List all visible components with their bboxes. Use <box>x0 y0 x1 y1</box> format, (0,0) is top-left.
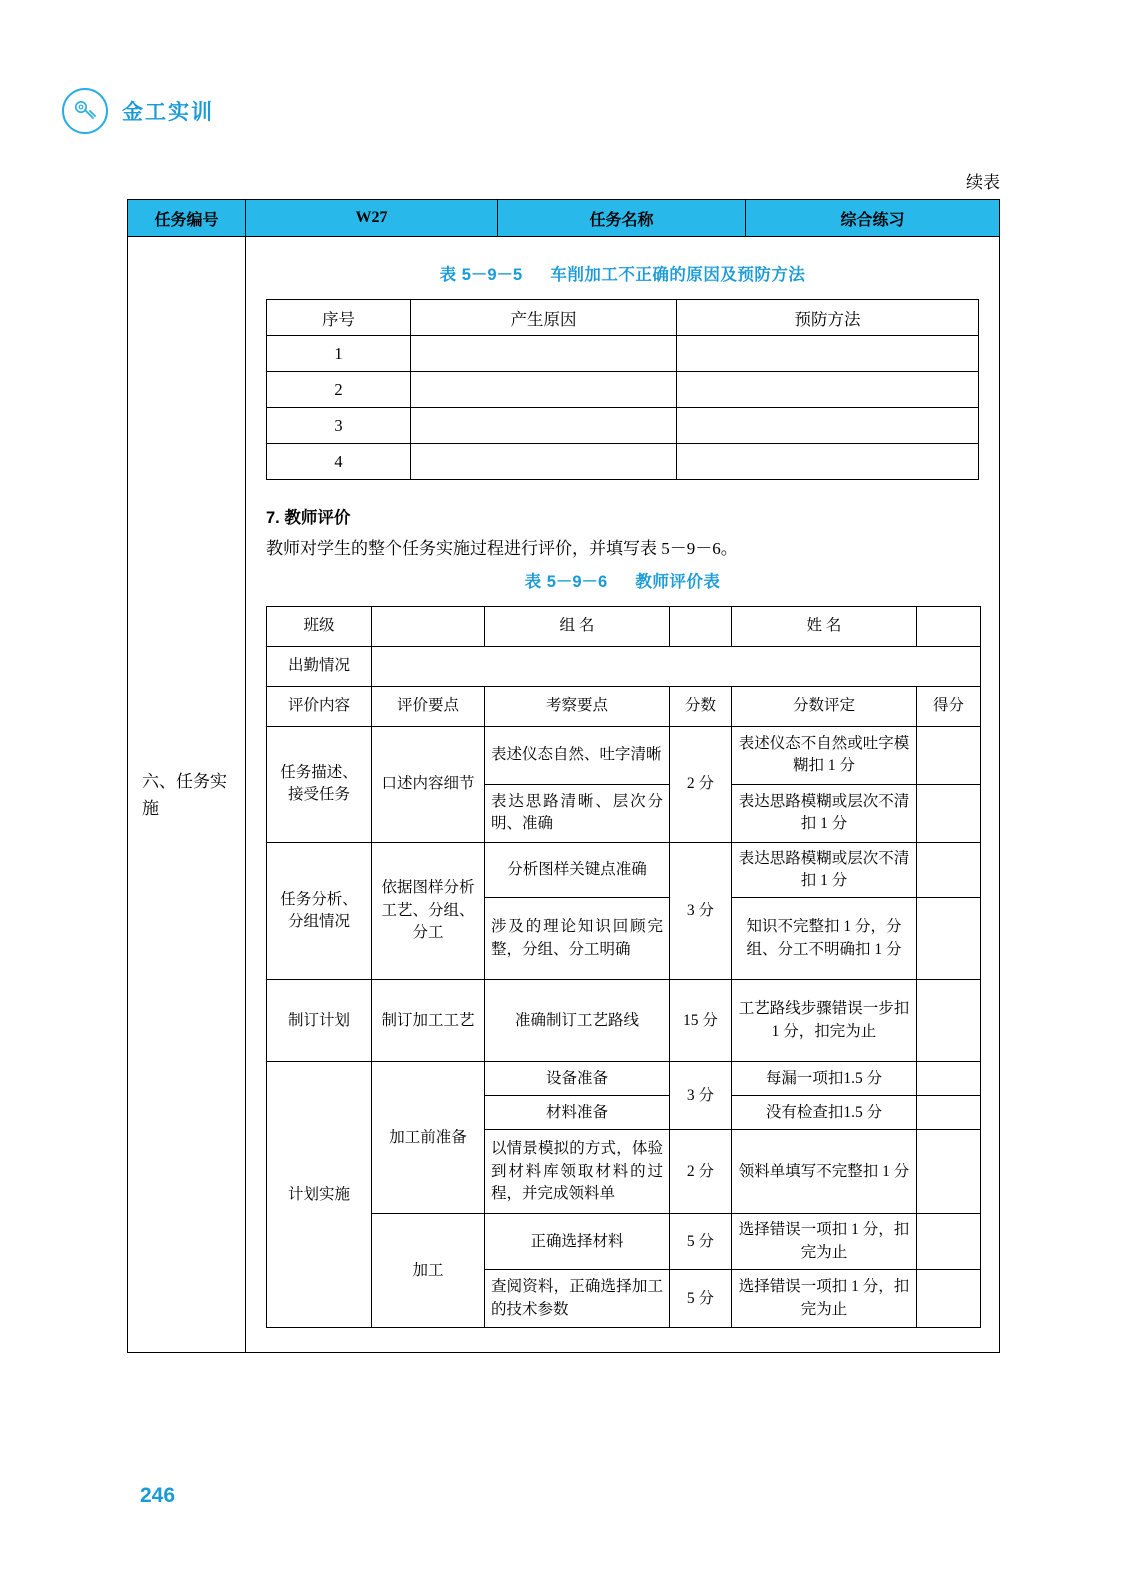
col-header-cause: 产生原因 <box>411 300 677 336</box>
eval-point-5: 加工 <box>372 1214 485 1328</box>
task-name-label: 任务名称 <box>498 200 746 237</box>
table-596-caption <box>266 568 979 592</box>
section-7-paragraph: 教师对学生的整个任务实施过程进行评价，并填写表 5－9－6。 <box>266 539 738 558</box>
attendance-value[interactable] <box>372 646 981 686</box>
table-row <box>267 1214 981 1270</box>
eval-rating-2-1: 表达思路模糊或层次不清扣 1 分 <box>732 842 917 898</box>
table-596 <box>266 606 981 1329</box>
eval-point-2: 依据图样分析工艺、分组、分工 <box>372 842 485 980</box>
eval-gain-3-1[interactable] <box>917 980 981 1062</box>
eval-check-4-2: 材料准备 <box>485 1096 670 1130</box>
eval-score-5-1: 5 分 <box>670 1214 732 1270</box>
row-cause[interactable] <box>411 408 677 444</box>
eval-gain-4-3[interactable] <box>917 1130 981 1214</box>
eval-score-3: 15 分 <box>670 980 732 1062</box>
eval-rating-5-2: 选择错误一项扣 1 分，扣完为止 <box>732 1270 917 1328</box>
eval-point-3: 制订加工工艺 <box>372 980 485 1062</box>
col-header-check: 考察要点 <box>485 686 670 726</box>
caption-prefix-595: 表 <box>439 266 457 284</box>
continued-label: 续表 <box>966 173 1000 192</box>
table-595 <box>266 299 979 480</box>
eval-check-5-1: 正确选择材料 <box>485 1214 670 1270</box>
row-prevention[interactable] <box>677 408 979 444</box>
group-label: 组 名 <box>485 606 670 646</box>
caption-number-596: 5－9－6 <box>546 572 608 591</box>
name-label: 姓 名 <box>732 606 917 646</box>
section-label: 六、任务实施 <box>142 771 227 818</box>
eval-rating-1-2: 表达思路模糊或层次不清扣 1 分 <box>732 784 917 842</box>
col-header-content: 评价内容 <box>267 686 372 726</box>
page-number: 246 <box>140 1484 176 1507</box>
table-row <box>267 842 981 898</box>
book-title: 金工实训 <box>122 101 214 124</box>
eval-score-5-2: 5 分 <box>670 1270 732 1328</box>
row-no: 2 <box>267 372 411 408</box>
eval-check-4-1: 设备准备 <box>485 1062 670 1096</box>
table-row <box>267 408 979 444</box>
class-value[interactable] <box>372 606 485 646</box>
eval-gain-2-1[interactable] <box>917 842 981 898</box>
attendance-label: 出勤情况 <box>267 646 372 686</box>
eval-rating-4-2: 没有检查扣1.5 分 <box>732 1096 917 1130</box>
row-no: 4 <box>267 444 411 480</box>
caption-number-595: 5－9－5 <box>461 266 523 284</box>
row-cause[interactable] <box>411 372 677 408</box>
eval-header-row <box>267 686 981 726</box>
eval-gain-2-2[interactable] <box>917 898 981 980</box>
eval-check-1-2: 表达思路清晰、层次分明、准确 <box>485 784 670 842</box>
table-595-caption <box>266 261 979 285</box>
eval-check-4-3: 以情景模拟的方式，体验到材料库领取材料的过程，并完成领料单 <box>485 1130 670 1214</box>
row-prevention[interactable] <box>677 444 979 480</box>
col-header-score: 分数 <box>670 686 732 726</box>
eval-gain-5-2[interactable] <box>917 1270 981 1328</box>
table-row <box>267 726 981 784</box>
eval-rating-4-3: 领料单填写不完整扣 1 分 <box>732 1130 917 1214</box>
section-7-title: 7. 教师评价 <box>266 509 351 527</box>
eval-score-1: 2 分 <box>670 726 732 842</box>
eval-point-4: 加工前准备 <box>372 1062 485 1214</box>
eval-rating-2-2: 知识不完整扣 1 分，分组、分工不明确扣 1 分 <box>732 898 917 980</box>
eval-check-1-1: 表述仪态自然、吐字清晰 <box>485 726 670 784</box>
eval-check-3-1: 准确制订工艺路线 <box>485 980 670 1062</box>
table-row <box>267 336 979 372</box>
name-value[interactable] <box>917 606 981 646</box>
content-cell <box>246 237 1000 1353</box>
row-cause[interactable] <box>411 336 677 372</box>
info-row <box>267 606 981 646</box>
caption-title-596: 教师评价表 <box>635 572 721 591</box>
eval-content-4: 计划实施 <box>267 1062 372 1328</box>
document-body <box>127 199 1000 1353</box>
task-body-row <box>128 237 1000 1353</box>
row-prevention[interactable] <box>677 336 979 372</box>
eval-content-2: 任务分析、分组情况 <box>267 842 372 980</box>
task-table <box>127 199 1000 1353</box>
task-header-row <box>128 200 1000 237</box>
task-no-value: W27 <box>246 200 498 237</box>
eval-rating-5-1: 选择错误一项扣 1 分，扣完为止 <box>732 1214 917 1270</box>
eval-gain-1-2[interactable] <box>917 784 981 842</box>
task-name-value: 综合练习 <box>746 200 1000 237</box>
eval-gain-1-1[interactable] <box>917 726 981 784</box>
row-no: 1 <box>267 336 411 372</box>
eval-check-2-2: 涉及的理论知识回顾完整，分组、分工明确 <box>485 898 670 980</box>
table-595-header-row <box>267 300 979 336</box>
page-header <box>62 88 214 134</box>
col-header-gain: 得分 <box>917 686 981 726</box>
eval-point-1: 口述内容细节 <box>372 726 485 842</box>
task-no-label: 任务编号 <box>128 200 246 237</box>
eval-score-4-1: 3 分 <box>670 1062 732 1130</box>
attendance-row <box>267 646 981 686</box>
eval-rating-1-1: 表述仪态不自然或吐字模糊扣 1 分 <box>732 726 917 784</box>
wrench-gear-icon <box>62 88 108 134</box>
col-header-prevention: 预防方法 <box>677 300 979 336</box>
table-row <box>267 372 979 408</box>
eval-rating-4-1: 每漏一项扣1.5 分 <box>732 1062 917 1096</box>
table-row <box>267 444 979 480</box>
eval-check-5-2: 查阅资料，正确选择加工的技术参数 <box>485 1270 670 1328</box>
col-header-rating: 分数评定 <box>732 686 917 726</box>
caption-prefix-596: 表 <box>524 572 542 591</box>
eval-content-3: 制订计划 <box>267 980 372 1062</box>
row-no: 3 <box>267 408 411 444</box>
eval-score-2: 3 分 <box>670 842 732 980</box>
row-prevention[interactable] <box>677 372 979 408</box>
col-header-point: 评价要点 <box>372 686 485 726</box>
table-row <box>267 980 981 1062</box>
eval-gain-4-2[interactable] <box>917 1096 981 1130</box>
caption-title-595: 车削加工不正确的原因及预防方法 <box>550 266 806 284</box>
section-label-cell <box>128 237 246 1353</box>
group-value[interactable] <box>670 606 732 646</box>
col-header-no: 序号 <box>267 300 411 336</box>
eval-gain-5-1[interactable] <box>917 1214 981 1270</box>
eval-gain-4-1[interactable] <box>917 1062 981 1096</box>
eval-rating-3-1: 工艺路线步骤错误一步扣 1 分，扣完为止 <box>732 980 917 1062</box>
eval-score-4-2: 2 分 <box>670 1130 732 1214</box>
eval-content-1: 任务描述、接受任务 <box>267 726 372 842</box>
eval-check-2-1: 分析图样关键点准确 <box>485 842 670 898</box>
class-label: 班级 <box>267 606 372 646</box>
row-cause[interactable] <box>411 444 677 480</box>
table-row <box>267 1062 981 1096</box>
